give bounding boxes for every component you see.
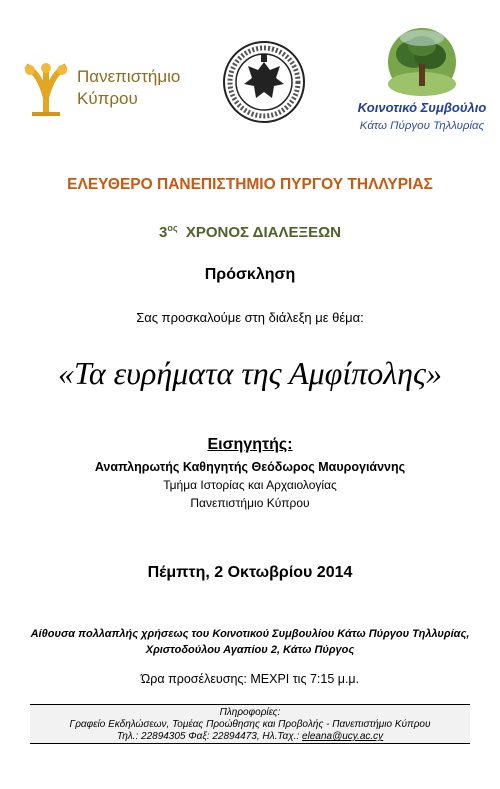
lecture-topic: «Τα ευρήματα της Αμφίπολης» [57,355,442,391]
council-location: Κάτω Πύργου Τηλλυρίας [359,120,485,132]
double-headed-eagle-seal-icon [222,40,306,124]
free-university-title: ΕΛΕΥΘΕΡΟ ΠΑΝΕΠΙΣΤΗΜΙΟ ΠΥΡΓΟΥ ΤΗΛΛΥΡΙΑΣ [67,176,433,193]
venue-line-2: Χριστοδούλου Αγαπίου 2, Κάτω Πύργος [145,644,355,656]
university-logo-line1: Πανεπιστήμιο [77,67,181,86]
monastery-seal-logo [222,40,306,124]
university-logo-line2: Κύπρου [77,89,138,108]
university-logo-text [77,66,180,110]
contact-numbers: Τηλ.: 22894305 Φαξ: 22894473, Ηλ.Ταχ.: [116,731,300,742]
speaker-label: Εισηγητής: [207,436,293,453]
speaker-department: Τμήμα Ιστορίας και Αρχαιολογίας [163,478,337,492]
arrival-time: Ώρα προσέλευσης: ΜΕΧΡΙ τις 7:15 μ.μ. [140,672,360,686]
venue-line-1: Αίθουσα πολλαπλής χρήσεως του Κοινοτικού Συμβουλίου Κάτω Πύργου Τηλλυρίας, [30,628,470,640]
university-of-cyprus-logo [22,62,212,118]
council-name: Κοινοτικό Συμβούλιο [357,100,487,115]
year-text: ΧΡΟΝΟΣ ΔΙΑΛΕΞΕΩΝ [185,224,341,241]
invitation-text: Σας προσκαλούμε στη διάλεξη με θέμα: [136,310,364,325]
speaker-university: Πανεπιστήμιο Κύπρου [190,496,310,510]
info-office: Γραφείο Εκδηλώσεων, Τομέας Προώθησης και Προβολής - Πανεπιστήμιο Κύπρου [69,719,431,730]
invitation-heading: Πρόσκληση [204,266,296,283]
lecture-year [0,223,500,241]
info-label: Πληροφορίες: [219,707,281,718]
university-emblem-icon [22,62,70,116]
year-suffix: ος [167,223,178,233]
speaker-name: Αναπληρωτής Καθηγητής Θεόδωρος Μαυρογιάννης [94,460,406,474]
event-date: Πέμπτη, 2 Οκτωβρίου 2014 [147,564,353,581]
email-link[interactable]: eleana@ucy.ac.cy [302,731,384,742]
tree-icon [352,24,492,100]
year-number: 3 [159,224,168,241]
information-box [30,704,470,744]
community-council-logo [352,24,492,142]
info-contact [30,731,470,742]
